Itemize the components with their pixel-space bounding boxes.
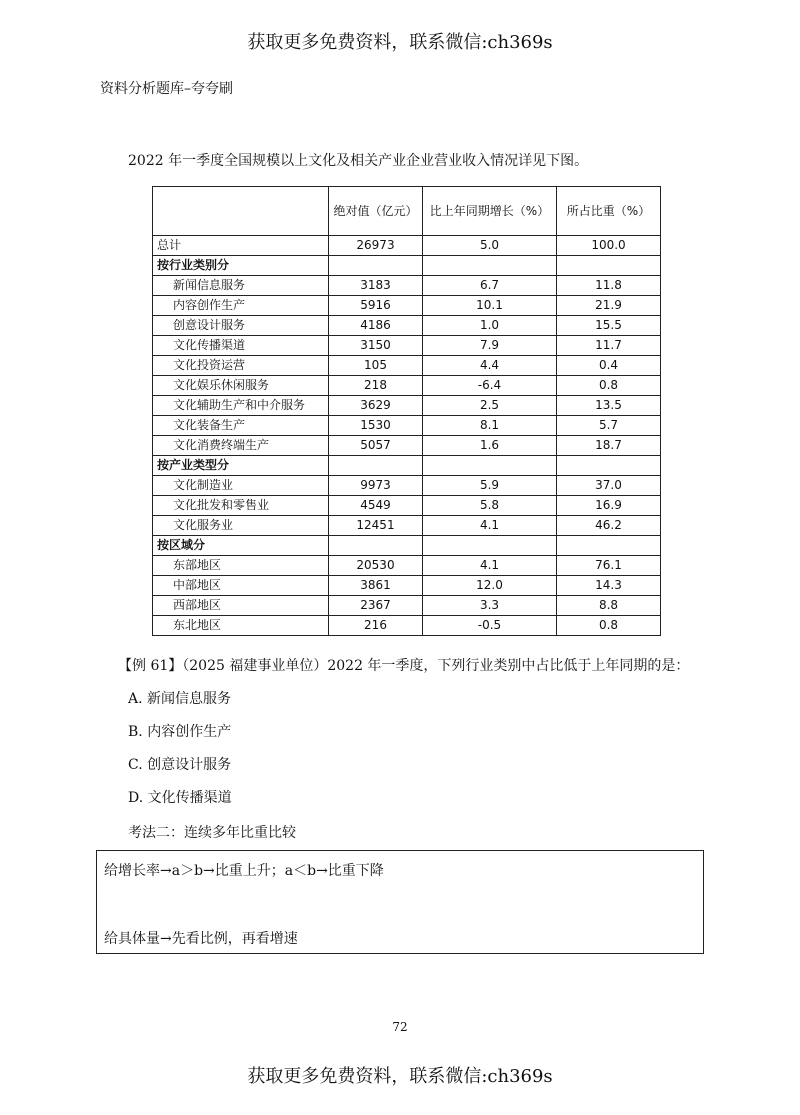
- table-section-row: [153, 456, 661, 476]
- abs-value-cell: 5057: [329, 436, 423, 456]
- row-label: 东北地区: [153, 616, 329, 636]
- row-label: 中部地区: [153, 576, 329, 596]
- abs-value-cell: 4549: [329, 496, 423, 516]
- section-title: 按行业类别分: [153, 256, 329, 276]
- document-subtitle: 资料分析题库–夸夸刷: [100, 81, 233, 97]
- table-section-row: [153, 536, 661, 556]
- share-cell: 100.0: [557, 236, 661, 256]
- table-row: [153, 396, 661, 416]
- share-cell: 13.5: [557, 396, 661, 416]
- empty-cell: [423, 256, 557, 276]
- growth-cell: 1.6: [423, 436, 557, 456]
- empty-cell: [329, 256, 423, 276]
- growth-cell: 5.8: [423, 496, 557, 516]
- section-title: 按产业类型分: [153, 456, 329, 476]
- row-label: 文化消费终端生产: [153, 436, 329, 456]
- table-header-cell: 绝对值（亿元）: [329, 187, 423, 236]
- growth-cell: 1.0: [423, 316, 557, 336]
- abs-value-cell: 218: [329, 376, 423, 396]
- abs-value-cell: 1530: [329, 416, 423, 436]
- revenue-table: [152, 186, 661, 636]
- table-row: [153, 316, 661, 336]
- table-row: [153, 476, 661, 496]
- row-label: 东部地区: [153, 556, 329, 576]
- option-d: D. 文化传播渠道: [128, 790, 232, 806]
- share-cell: 11.7: [557, 336, 661, 356]
- abs-value-cell: 5916: [329, 296, 423, 316]
- row-label: 文化服务业: [153, 516, 329, 536]
- share-cell: 0.8: [557, 376, 661, 396]
- abs-value-cell: 12451: [329, 516, 423, 536]
- empty-cell: [557, 536, 661, 556]
- growth-cell: 4.1: [423, 556, 557, 576]
- empty-cell: [329, 456, 423, 476]
- row-label: 文化制造业: [153, 476, 329, 496]
- table-header-row: [153, 187, 661, 236]
- empty-cell: [557, 456, 661, 476]
- row-label: 新闻信息服务: [153, 276, 329, 296]
- abs-value-cell: 105: [329, 356, 423, 376]
- question-text: 【例 61】（2025 福建事业单位）2022 年一季度，下列行业类别中占比低于上年同期的是：: [118, 658, 690, 674]
- growth-cell: 4.4: [423, 356, 557, 376]
- table-row: [153, 556, 661, 576]
- table-header-cell: 所占比重（%）: [557, 187, 661, 236]
- growth-cell: -6.4: [423, 376, 557, 396]
- share-cell: 14.3: [557, 576, 661, 596]
- share-cell: 46.2: [557, 516, 661, 536]
- abs-value-cell: 20530: [329, 556, 423, 576]
- share-cell: 37.0: [557, 476, 661, 496]
- row-label: 文化传播渠道: [153, 336, 329, 356]
- abs-value-cell: 216: [329, 616, 423, 636]
- footer-watermark: 获取更多免费资料，联系微信:ch369s: [247, 1066, 553, 1087]
- empty-cell: [423, 456, 557, 476]
- growth-cell: 7.9: [423, 336, 557, 356]
- option-a: A. 新闻信息服务: [128, 691, 232, 707]
- share-cell: 16.9: [557, 496, 661, 516]
- note-line: 给增长率→a＞b→比重上升；a＜b→比重下降: [104, 863, 384, 879]
- share-cell: 11.8: [557, 276, 661, 296]
- empty-cell: [557, 256, 661, 276]
- growth-cell: 2.5: [423, 396, 557, 416]
- growth-cell: 4.1: [423, 516, 557, 536]
- share-cell: 0.8: [557, 616, 661, 636]
- abs-value-cell: 9973: [329, 476, 423, 496]
- row-label: 总计: [153, 236, 329, 256]
- table-row: [153, 296, 661, 316]
- table-row: [153, 616, 661, 636]
- abs-value-cell: 4186: [329, 316, 423, 336]
- section-title: 按区域分: [153, 536, 329, 556]
- share-cell: 8.8: [557, 596, 661, 616]
- empty-cell: [329, 536, 423, 556]
- share-cell: 21.9: [557, 296, 661, 316]
- option-c: C. 创意设计服务: [128, 757, 232, 773]
- option-b: B. 内容创作生产: [128, 724, 232, 740]
- method-heading: 考法二：连续多年比重比较: [128, 825, 296, 841]
- empty-cell: [423, 536, 557, 556]
- growth-cell: 6.7: [423, 276, 557, 296]
- row-label: 创意设计服务: [153, 316, 329, 336]
- growth-cell: 8.1: [423, 416, 557, 436]
- table-row: [153, 336, 661, 356]
- table-row: [153, 436, 661, 456]
- share-cell: 0.4: [557, 356, 661, 376]
- table-row: [153, 496, 661, 516]
- table-row: [153, 596, 661, 616]
- table-header-cell: [153, 187, 329, 236]
- row-label: 文化装备生产: [153, 416, 329, 436]
- share-cell: 15.5: [557, 316, 661, 336]
- abs-value-cell: 3150: [329, 336, 423, 356]
- table-row: [153, 576, 661, 596]
- share-cell: 76.1: [557, 556, 661, 576]
- note-line: 给具体量→先看比例，再看增速: [104, 931, 298, 947]
- abs-value-cell: 3861: [329, 576, 423, 596]
- abs-value-cell: 3629: [329, 396, 423, 416]
- table-row: [153, 276, 661, 296]
- row-label: 文化娱乐休闲服务: [153, 376, 329, 396]
- row-label: 文化辅助生产和中介服务: [153, 396, 329, 416]
- table-row: [153, 376, 661, 396]
- table-row: [153, 416, 661, 436]
- growth-cell: 10.1: [423, 296, 557, 316]
- header-watermark: 获取更多免费资料，联系微信:ch369s: [247, 32, 553, 53]
- table-section-row: [153, 256, 661, 276]
- row-label: 内容创作生产: [153, 296, 329, 316]
- table-row-total: [153, 236, 661, 256]
- share-cell: 5.7: [557, 416, 661, 436]
- growth-cell: 3.3: [423, 596, 557, 616]
- abs-value-cell: 26973: [329, 236, 423, 256]
- share-cell: 18.7: [557, 436, 661, 456]
- row-label: 文化批发和零售业: [153, 496, 329, 516]
- growth-cell: 12.0: [423, 576, 557, 596]
- growth-cell: 5.9: [423, 476, 557, 496]
- page-number: 72: [392, 1020, 408, 1034]
- growth-cell: -0.5: [423, 616, 557, 636]
- abs-value-cell: 3183: [329, 276, 423, 296]
- table-row: [153, 516, 661, 536]
- abs-value-cell: 2367: [329, 596, 423, 616]
- growth-cell: 5.0: [423, 236, 557, 256]
- table-header-cell: 比上年同期增长（%）: [423, 187, 557, 236]
- row-label: 西部地区: [153, 596, 329, 616]
- intro-text: 2022 年一季度全国规模以上文化及相关产业企业营业收入情况详见下图。: [128, 153, 589, 169]
- row-label: 文化投资运营: [153, 356, 329, 376]
- table-row: [153, 356, 661, 376]
